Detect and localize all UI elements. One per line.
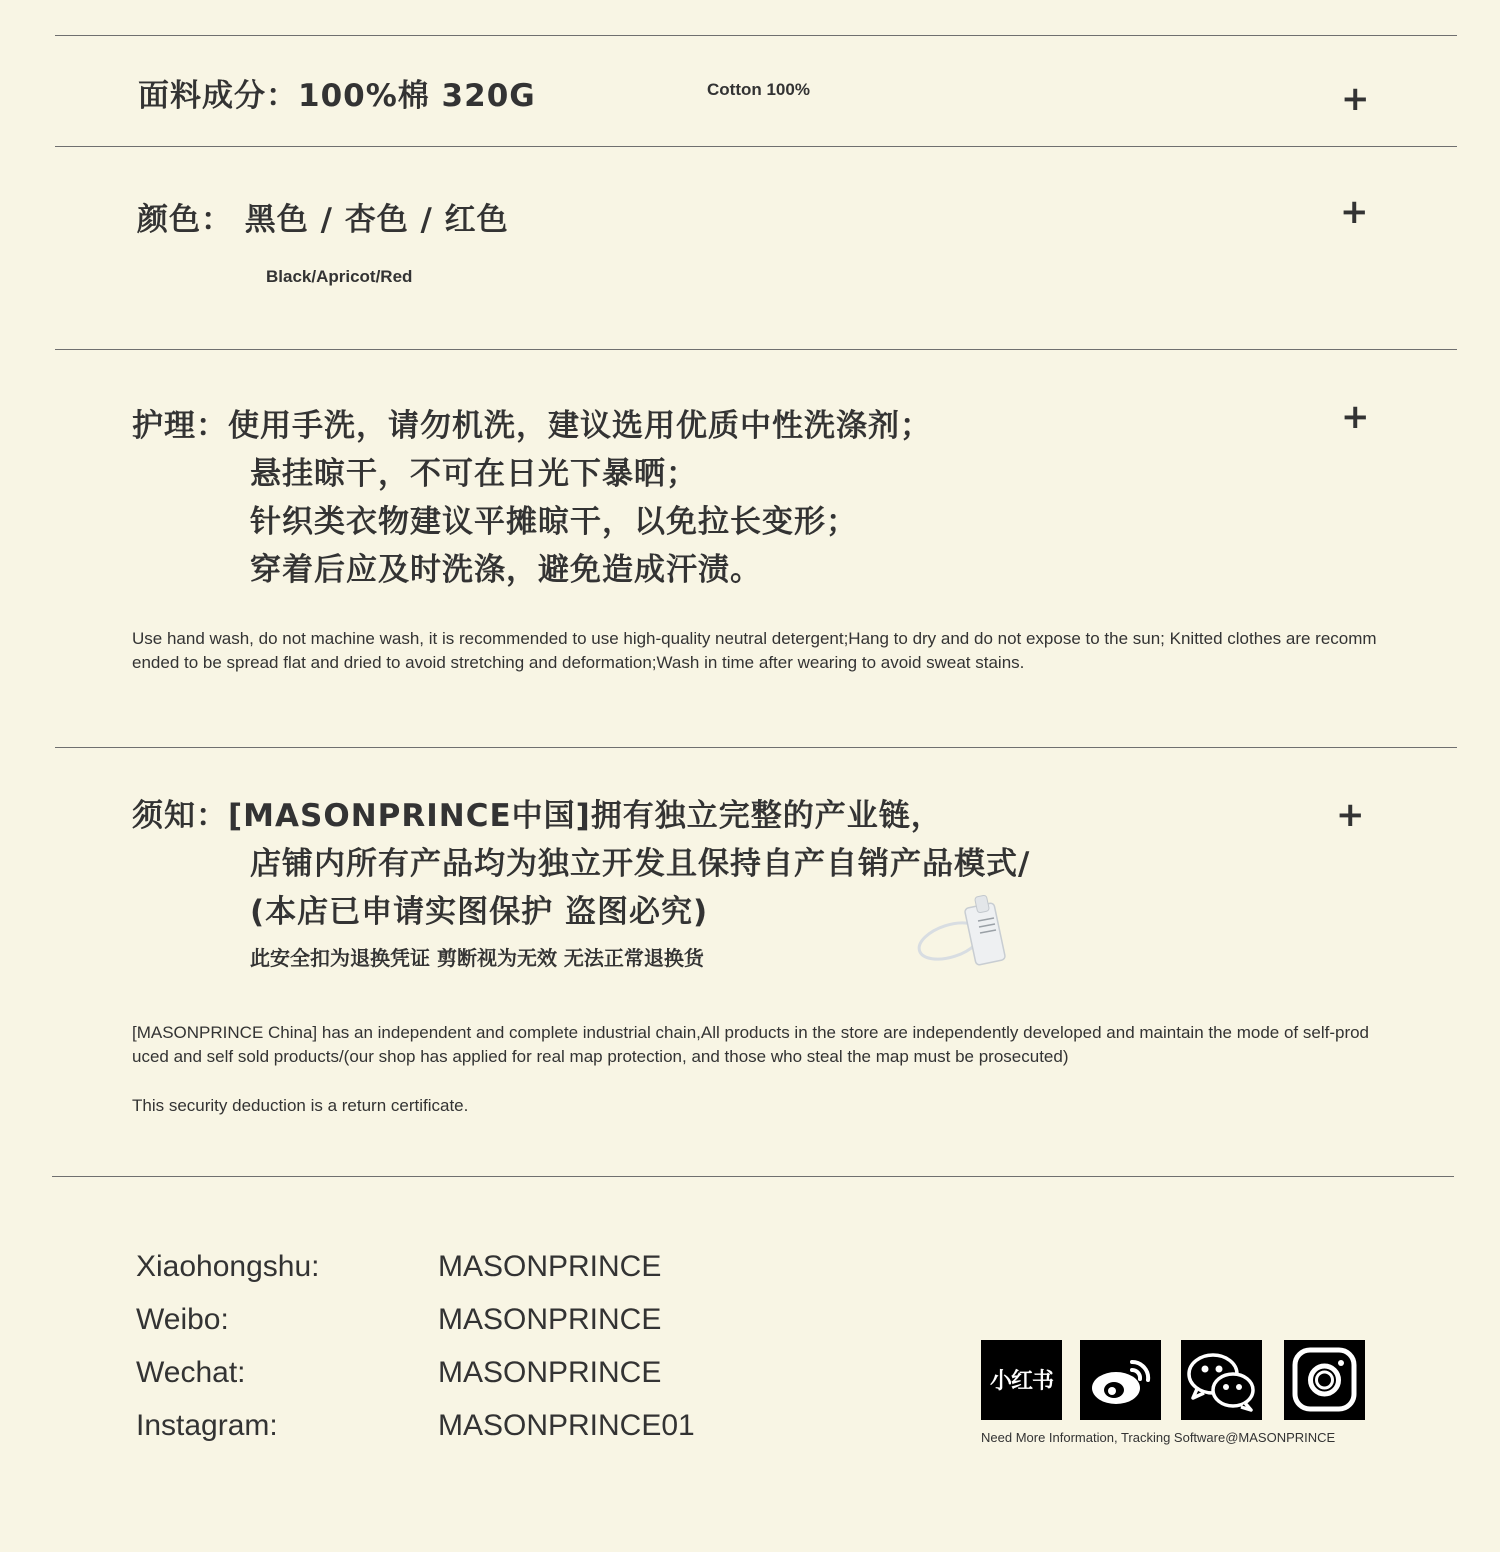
security-tag-note: 此安全扣为退换凭证 剪断视为无效 无法正常退换货 [250, 946, 704, 970]
social-value: MASONPRINCE [438, 1250, 662, 1283]
care-line: 悬挂晾干，不可在日光下暴晒； [250, 456, 698, 492]
color-label: 颜色： 黑色 / 杏色 / 红色 [137, 202, 509, 238]
footer-note: Need More Information, Tracking Software@MASONPRINCE [981, 1430, 1336, 1445]
social-value: MASONPRINCE [438, 1356, 662, 1389]
color-expand-button[interactable]: + [1340, 192, 1369, 232]
color-label-en: Black/Apricot/Red [266, 267, 413, 286]
social-label: Weibo: [136, 1303, 229, 1336]
care-line: 护理：使用手洗，请勿机洗，建议选用优质中性洗涤剂； [132, 408, 932, 444]
fabric-expand-button[interactable]: + [1341, 79, 1370, 119]
weibo-icon-graphic [1080, 1340, 1161, 1420]
notice-text-en: [MASONPRINCE China] has an independent and complete industrial chain,All products in the store are independently developed and maintain the mode of self-produced and self sold products/(our shop has applied for real map protection, and those who steal the map must be prosecuted) [132, 1023, 1370, 1066]
xiaohongshu-icon-text: 小红书 [989, 1369, 1053, 1394]
wechat-icon-graphic [1181, 1340, 1262, 1420]
social-label: Wechat: [136, 1356, 246, 1389]
social-label: Instagram: [136, 1409, 278, 1442]
divider [52, 1176, 1454, 1177]
care-line: 针织类衣物建议平摊晾干，以免拉长变形； [250, 504, 858, 540]
care-text-en: Use hand wash, do not machine wash, it is recommended to use high-quality neutral detergent;Hang to dry and do not expose to the sun; Knitted clothes are recommended to be spread flat and dried to avoid stretching and deformation;Wash in time after wearing to avoid sweat stains. [132, 629, 1377, 672]
care-line: 穿着后应及时洗涤，避免造成汗渍。 [250, 552, 762, 588]
instagram-icon-graphic [1284, 1340, 1365, 1420]
wechat-icon[interactable] [1181, 1340, 1262, 1420]
divider [55, 349, 1457, 350]
weibo-icon[interactable] [1080, 1340, 1161, 1420]
instagram-icon[interactable] [1284, 1340, 1365, 1420]
fabric-label: 面料成分：100%棉 320G [138, 78, 536, 114]
social-label: Xiaohongshu: [136, 1250, 320, 1283]
fabric-label-en: Cotton 100% [707, 80, 810, 99]
divider [55, 747, 1457, 748]
social-value: MASONPRINCE [438, 1303, 662, 1336]
divider [55, 146, 1457, 147]
social-value: MASONPRINCE01 [438, 1409, 695, 1442]
notice-text-en-2: This security deduction is a return certificate. [132, 1096, 469, 1115]
divider [55, 35, 1457, 36]
security-tag-image [912, 893, 1017, 968]
notice-line: 须知：[MASONPRINCE中国]拥有独立完整的产业链， [132, 798, 943, 834]
notice-line: 店铺内所有产品均为独立开发且保持自产自销产品模式/ [250, 846, 1031, 882]
xiaohongshu-icon[interactable] [981, 1340, 1062, 1420]
notice-expand-button[interactable]: + [1336, 795, 1365, 835]
care-expand-button[interactable]: + [1341, 397, 1370, 437]
notice-line: (本店已申请实图保护 盗图必究) [250, 894, 709, 930]
